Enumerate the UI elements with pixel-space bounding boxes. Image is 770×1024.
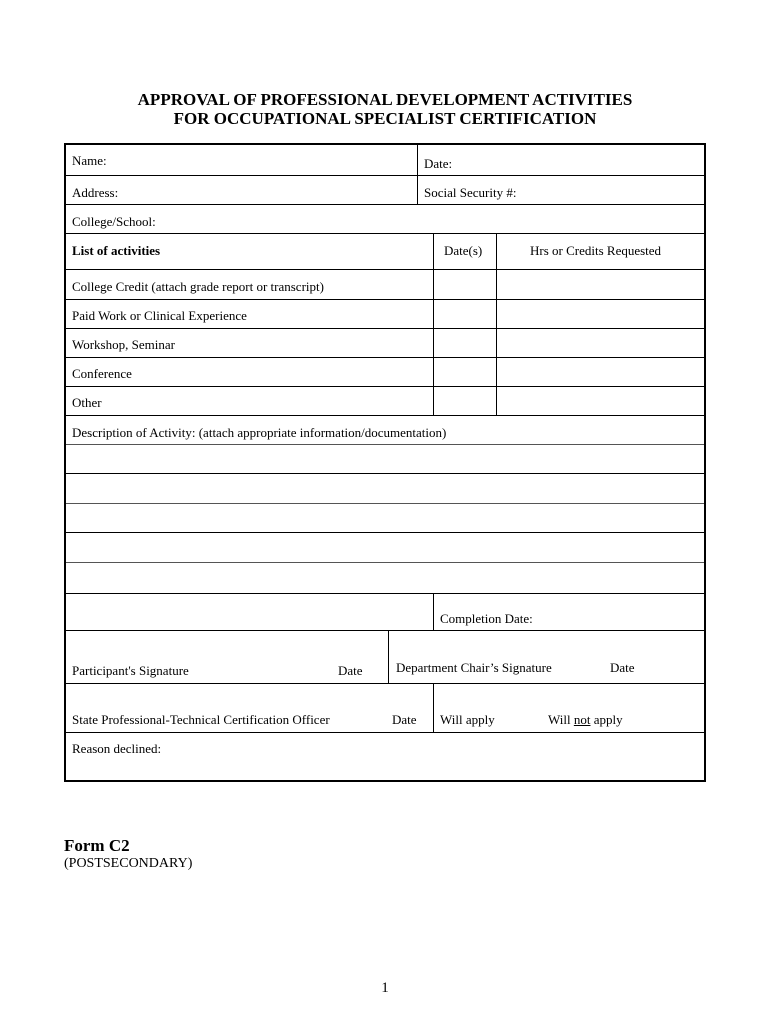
form-title-line-1: APPROVAL OF PROFESSIONAL DEVELOPMENT ACTIVITIES	[137, 90, 633, 109]
form-subtitle: (POSTSECONDARY)	[64, 856, 193, 871]
will-not-prefix: Will	[548, 712, 574, 727]
rule	[66, 233, 704, 234]
rule	[66, 593, 704, 594]
name-field-label[interactable]: Name:	[72, 153, 107, 168]
activities-header-list: List of activities	[72, 243, 161, 258]
officer-date-label: Date	[392, 712, 417, 727]
rule	[66, 630, 704, 631]
activities-header-hrs: Hrs or Credits Requested	[530, 243, 662, 258]
rule	[66, 204, 704, 205]
approval-form	[64, 143, 706, 782]
page-number: 1	[381, 980, 389, 996]
participant-date-label: Date	[338, 663, 363, 678]
rule	[66, 415, 704, 416]
will-not-apply-option[interactable]	[548, 712, 623, 728]
column-divider	[433, 233, 434, 415]
rule	[66, 175, 704, 176]
rule	[66, 562, 704, 563]
will-apply-option[interactable]: Will apply	[440, 712, 495, 727]
rule	[66, 269, 704, 270]
column-divider	[417, 145, 418, 204]
rule	[66, 299, 704, 300]
rule	[66, 386, 704, 387]
column-divider	[433, 593, 434, 630]
officer-label[interactable]: State Professional-Technical Certification Officer	[72, 712, 330, 727]
rule	[66, 683, 704, 684]
ssn-field-label[interactable]: Social Security #:	[424, 185, 517, 200]
rule	[66, 444, 704, 445]
completion-date-label[interactable]: Completion Date:	[440, 611, 533, 626]
activity-row-workshop[interactable]: Workshop, Seminar	[72, 337, 175, 352]
form-title-line-2: FOR OCCUPATIONAL SPECIALIST CERTIFICATION	[173, 109, 597, 128]
rule	[66, 357, 704, 358]
column-divider	[496, 233, 497, 415]
column-divider	[433, 683, 434, 732]
activity-row-conference[interactable]: Conference	[72, 366, 132, 381]
date-field-label[interactable]: Date:	[424, 156, 453, 171]
will-not-suffix: apply	[590, 712, 623, 727]
activity-row-other[interactable]: Other	[72, 395, 102, 410]
will-not-emphasis: not	[573, 712, 591, 727]
college-field-label[interactable]: College/School:	[72, 214, 156, 229]
rule	[66, 503, 704, 504]
form-id: Form C2	[64, 836, 130, 855]
address-field-label[interactable]: Address:	[72, 185, 119, 200]
rule	[66, 328, 704, 329]
chair-date-label: Date	[610, 660, 635, 675]
description-label[interactable]: Description of Activity: (attach appropriate information/documentation)	[72, 425, 447, 440]
rule	[66, 473, 704, 474]
activity-row-paid-work[interactable]: Paid Work or Clinical Experience	[72, 308, 247, 323]
reason-declined-label[interactable]: Reason declined:	[72, 741, 162, 756]
participant-signature-label[interactable]: Participant's Signature	[72, 663, 189, 678]
rule	[66, 732, 704, 733]
rule	[66, 532, 704, 533]
chair-signature-label[interactable]: Department Chair’s Signature	[396, 660, 552, 675]
column-divider	[388, 630, 389, 683]
activity-row-college-credit[interactable]: College Credit (attach grade report or transcript)	[72, 279, 324, 294]
activities-header-dates: Date(s)	[444, 243, 483, 258]
